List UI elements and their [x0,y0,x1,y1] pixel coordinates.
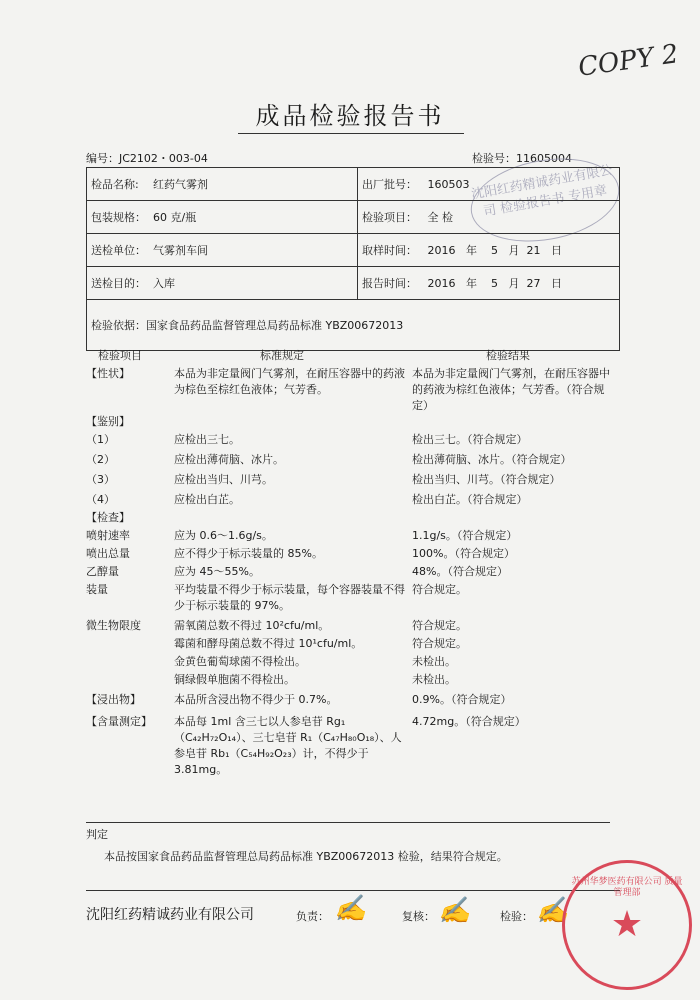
item-cell [358,201,620,234]
result-row [86,546,620,564]
result-item: 【含量测定】 [86,715,152,728]
title-underline [238,133,464,134]
result-standard: 霉菌和酵母菌总数不得过 10¹cfu/ml。 [174,637,363,650]
product-value: 红药气雾剂 [153,178,208,191]
judgement-text: 本品按国家食品药品监督管理总局药品标准 YBZ00672013 检验，结果符合规定。 [104,850,508,863]
header-standard: 标准规定 [260,349,304,362]
sample-cell [358,234,620,267]
pack-cell [87,201,358,234]
responsible-signature: ✍ [334,894,367,924]
result-row [86,366,620,414]
result-row [86,636,620,654]
result-standard: 应检出薄荷脑、冰片。 [174,453,284,466]
header-item: 检验项目 [98,349,142,362]
result-row [86,692,620,714]
result-row [86,618,620,636]
result-standard: 本品为非定量阀门气雾剂，在耐压容器中的药液为棕色至棕红色液体；气芳香。 [174,367,405,396]
product-cell [87,168,358,201]
result-value: 48%。（符合规定） [412,565,508,578]
result-value: 100%。（符合规定） [412,547,515,560]
result-value: 未检出。 [412,673,456,686]
result-standard: 金黄色葡萄球菌不得检出。 [174,655,306,668]
result-standard: 平均装量不得少于标示装量，每个容器装量不得少于标示装量的 97%。 [174,583,405,612]
judgement-title: 判定 [86,828,108,841]
result-value: 检出当归、川芎。（符合规定） [412,473,561,486]
document-code: 编号：JC2102・003-04 [86,152,208,165]
inspector-signature: ✍ [536,896,569,926]
result-row [86,528,620,546]
result-item: 微生物限度 [86,619,141,632]
result-standard: 应检出三七。 [174,433,240,446]
pack-value: 60 克/瓶 [153,211,197,224]
sample-value: 2016 年 5 月 21 日 [427,244,562,257]
result-item: 【鉴别】 [86,415,130,428]
quality-stamp-text: 苏州华梦医药有限公司 质量管理部 [571,877,683,898]
batch-cell [358,168,620,201]
result-item: 喷射速率 [86,529,130,542]
item-value: 全 检 [427,211,453,224]
unit-label: 送检单位： [91,244,146,257]
unit-cell [87,234,358,267]
product-label: 检品名称: [91,178,139,191]
result-row [86,582,620,618]
results-header [86,348,620,366]
stamp-star-icon: ★ [610,904,644,945]
judgement-divider [86,822,610,823]
result-standard: 应检出白芷。 [174,493,240,506]
basis-cell [87,300,620,351]
result-value: 符合规定。 [412,637,467,650]
batch-label: 出厂批号： [362,178,417,191]
result-value: 检出白芷。（符合规定） [412,493,528,506]
result-value: 检出薄荷脑、冰片。（符合规定） [412,453,572,466]
results-section [86,348,620,776]
result-row [86,472,620,492]
result-value: 1.1g/s。（符合规定） [412,529,518,542]
result-item: 【检查】 [86,511,130,524]
result-row [86,654,620,672]
report-time-cell [358,267,620,300]
result-standard: 应不得少于标示装量的 85%。 [174,547,323,560]
inspection-seal-text: 沈阳红药精诚药业有限公司 检验报告书 专用章 [470,162,614,220]
result-item: 【性状】 [86,367,130,380]
result-item: （4） [86,493,115,506]
info-table [86,167,620,351]
result-row [86,672,620,692]
result-standard: 应为 45～55%。 [174,565,260,578]
result-standard: 本品每 1ml 含三七以人参皂苷 Rg₁（C₄₂H₇₂O₁₄）、三七皂苷 R₁（C₄₇H₈₀O₁₈）、人参皂苷 Rb₁（C₅₄H₉₂O₂₃）计，不得少于 3.81mg。 [174,715,402,776]
result-value: 4.72mg。（符合规定） [412,715,526,728]
report-label: 报告时间： [362,277,417,290]
result-standard: 铜绿假单胞菌不得检出。 [174,673,295,686]
result-item: （2） [86,453,115,466]
purpose-cell [87,267,358,300]
sample-label: 取样时间： [362,244,417,257]
result-item: 喷出总量 [86,547,130,560]
unit-value: 气雾剂车间 [153,244,208,257]
basis-text: 检验依据：国家食品药品监督管理总局药品标准 YBZ00672013 [91,319,404,332]
purpose-value: 入库 [153,277,175,290]
handwritten-copy-note: COPY 2 [576,39,681,83]
inspector-label: 检验： [500,910,533,923]
report-number: 检验号：11605004 [472,152,572,165]
page-title: 成品检验报告书 [255,102,445,130]
batch-value: 160503 [427,178,470,191]
purpose-label: 送检目的： [91,277,146,290]
result-row [86,452,620,472]
reviewer-label: 复核： [402,910,435,923]
result-value: 未检出。 [412,655,456,668]
report-value: 2016 年 5 月 27 日 [427,277,562,290]
result-item: （1） [86,433,115,446]
result-value: 本品为非定量阀门气雾剂，在耐压容器中的药液为棕红色液体；气芳香。（符合规定） [412,367,610,412]
result-value: 0.9%。（符合规定） [412,693,512,706]
result-value: 符合规定。 [412,619,467,632]
result-item: 【浸出物】 [86,693,141,706]
result-row [86,510,620,528]
result-item: 乙醇量 [86,565,119,578]
result-item: 装量 [86,583,108,596]
responsible-label: 负责： [296,910,329,923]
result-row [86,492,620,510]
header-result: 检验结果 [486,349,530,362]
result-row [86,564,620,582]
result-value: 符合规定。 [412,583,467,596]
result-standard: 本品所含浸出物不得少于 0.7%。 [174,693,338,706]
item-label: 检验项目： [362,211,417,224]
result-row [86,414,620,432]
result-item: （3） [86,473,115,486]
pack-label: 包装规格： [91,211,146,224]
result-row [86,714,620,778]
footer-divider [86,890,620,891]
quality-dept-stamp [562,860,692,990]
company-name: 沈阳红药精诚药业有限公司 [86,907,254,923]
result-value: 检出三七。（符合规定） [412,433,528,446]
result-standard: 需氧菌总数不得过 10²cfu/ml。 [174,619,330,632]
result-row [86,432,620,452]
result-standard: 应为 0.6～1.6g/s。 [174,529,273,542]
result-standard: 应检出当归、川芎。 [174,473,273,486]
reviewer-signature: ✍ [438,896,471,926]
